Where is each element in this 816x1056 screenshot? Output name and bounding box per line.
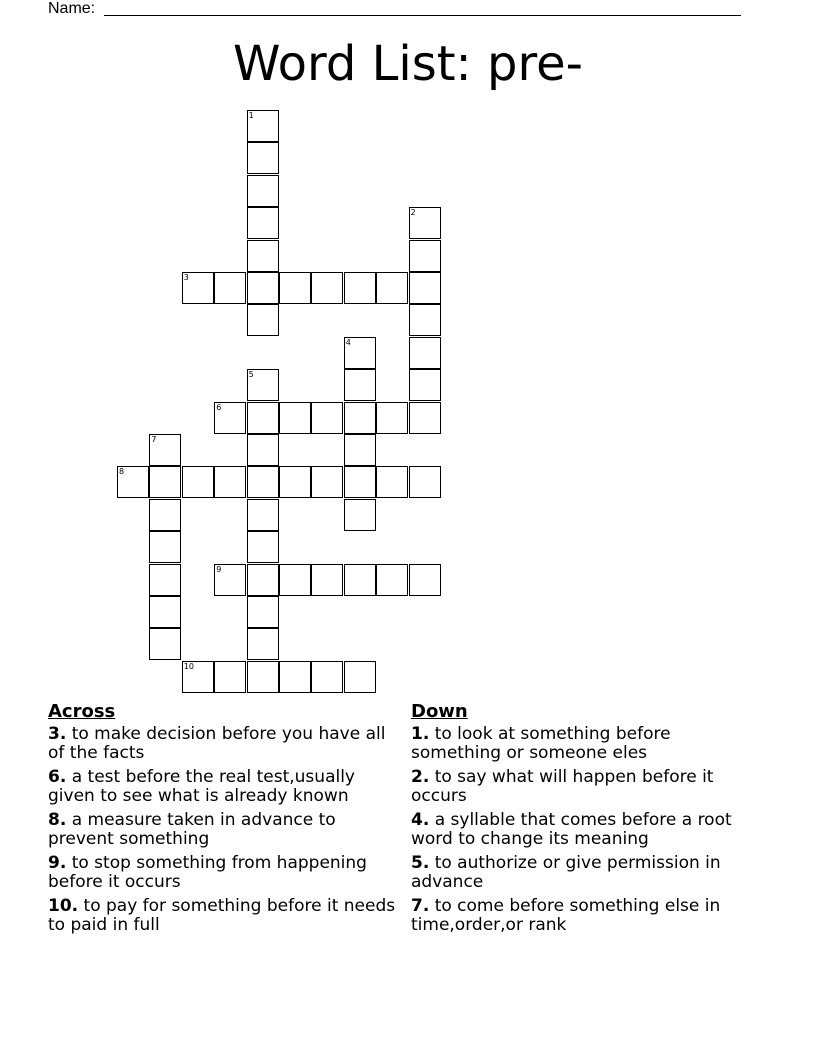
cell-number: 1 [248,111,254,120]
grid-cell[interactable] [247,304,279,336]
grid-cell[interactable] [247,240,279,272]
grid-cell[interactable] [247,596,279,628]
grid-cell[interactable] [344,337,376,369]
across-clue-10: 10. to pay for something before it needs to paid in full [48,896,396,935]
cell-number: 7 [151,435,157,444]
down-clues [411,702,761,940]
grid-cell[interactable] [311,564,343,596]
grid-cell[interactable] [376,466,408,498]
grid-cell[interactable] [182,661,214,693]
down-heading: Down [411,701,468,722]
grid-cell[interactable] [149,499,181,531]
grid-cell[interactable] [409,240,441,272]
grid-cell[interactable] [311,272,343,304]
grid-cell[interactable] [344,402,376,434]
grid-cell[interactable] [409,272,441,304]
grid-cell[interactable] [149,628,181,660]
down-clue-4: 4. a syllable that comes before a root word to change its meaning [411,810,732,849]
grid-cell[interactable] [279,402,311,434]
grid-cell[interactable] [214,661,246,693]
across-clue-9: 9. to stop something from happening before it occurs [48,853,367,892]
grid-cell[interactable] [247,110,279,142]
grid-cell[interactable] [149,466,181,498]
cell-number: 5 [248,370,254,380]
grid-cell[interactable] [279,272,311,304]
grid-cell[interactable] [149,434,181,466]
grid-cell[interactable] [247,272,279,304]
grid-cell[interactable] [279,466,311,498]
grid-cell[interactable] [279,661,311,693]
grid-cell[interactable] [247,369,279,401]
grid-cell[interactable] [409,466,441,498]
grid-cell[interactable] [214,402,246,434]
cell-number: 9 [216,564,222,574]
grid-cell[interactable] [344,661,376,693]
grid-cell[interactable] [311,661,343,693]
grid-cell[interactable] [247,499,279,531]
name-label: Name: [48,0,96,17]
grid-cell[interactable] [376,272,408,304]
grid-cell[interactable] [149,531,181,563]
grid-cell[interactable] [247,564,279,596]
cell-number: 2 [410,208,416,218]
grid-cell[interactable] [247,402,279,434]
down-clue-2: 2. to say what will happen before it occurs [411,767,714,806]
grid-cell[interactable] [311,402,343,434]
grid-cell[interactable] [117,466,149,498]
grid-cell[interactable] [214,272,246,304]
across-clue-6: 6. a test before the real test,usually given to see what is already known [48,767,355,806]
grid-cell[interactable] [409,564,441,596]
grid-cell[interactable] [247,142,279,174]
grid-cell[interactable] [182,466,214,498]
across-clues [48,702,398,940]
grid-cell[interactable] [214,564,246,596]
grid-cell[interactable] [214,466,246,498]
page-title: Word List: pre- [233,36,583,92]
grid-cell[interactable] [344,564,376,596]
across-clue-8: 8. a measure taken in advance to prevent something [48,810,336,849]
grid-cell[interactable] [344,369,376,401]
grid-cell[interactable] [149,564,181,596]
grid-cell[interactable] [247,628,279,660]
grid-cell[interactable] [409,337,441,369]
grid-cell[interactable] [247,661,279,693]
grid-cell[interactable] [182,272,214,304]
grid-cell[interactable] [409,304,441,336]
cell-number: 6 [216,402,222,412]
grid-cell[interactable] [344,499,376,531]
cell-number: 8 [119,467,125,477]
grid-cell[interactable] [247,207,279,239]
down-clue-7: 7. to come before something else in time,order,or rank [411,896,721,935]
cell-number: 4 [345,337,351,347]
across-clue-3: 3. to make decision before you have all of the facts [48,724,386,763]
grid-cell[interactable] [247,175,279,207]
grid-cell[interactable] [409,207,441,239]
grid-cell[interactable] [344,434,376,466]
grid-cell[interactable] [344,272,376,304]
grid-cell[interactable] [311,466,343,498]
grid-cell[interactable] [247,531,279,563]
grid-cell[interactable] [279,564,311,596]
grid-cell[interactable] [149,596,181,628]
grid-cell[interactable] [376,402,408,434]
down-clue-1: 1. to look at something before something or someone eles [411,724,671,763]
grid-cell[interactable] [409,402,441,434]
grid-cell[interactable] [409,369,441,401]
down-clue-5: 5. to authorize or give permission in advance [411,853,721,892]
grid-cell[interactable] [247,466,279,498]
across-heading: Across [48,701,116,722]
grid-cell[interactable] [344,466,376,498]
grid-cell[interactable] [247,434,279,466]
cell-number: 3 [183,273,189,282]
grid-cell[interactable] [376,564,408,596]
cell-number: 10 [183,661,194,671]
